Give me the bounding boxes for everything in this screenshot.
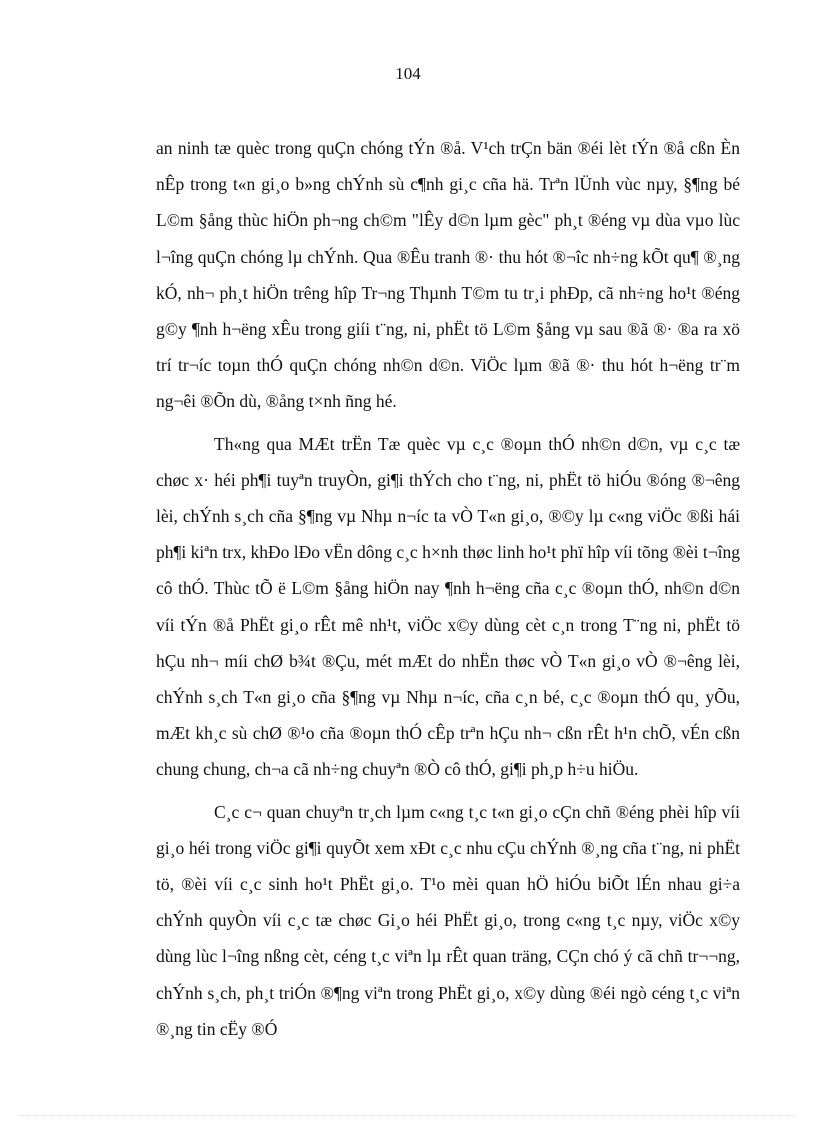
page-bottom-divider (20, 1115, 796, 1116)
paragraph-1: an ninh tæ quèc trong quÇn chóng tÝn ®å. V¹ch trÇn bän ®éi lèt tÝn ®å cßn Èn nÊp trong t«n gi¸o b»ng chÝnh sù c¶nh gi¸c cña hä. Trªn lÜnh vùc nµy, §¶ng bé L©m §ång thùc hiÖn ph¬ng ch©m "lÊy d©n lµm gèc" ph¸t ®éng vµ dùa vµo lùc l¬îng quÇn chóng lµ chÝnh. Qua ®Êu tranh ®· thu hót ®¬îc nh÷ng kÕt qu¶ ®¸ng kÓ, nh¬ ph¸t hiÖn trêng hîp Tr¬ng Thµnh T©m tu tr¸i phÐp, cã nh÷ng ho¹t ®éng g©y ¶nh h¬ëng xÊu trong giíi t¨ng, ni, phËt tö L©m §ång vµ sau ®ã ®· ®a ra xö trí tr¬íc toµn thÓ quÇn chóng nh©n d©n. ViÖc lµm ®ã ®· thu hót h¬ëng tr¨m ng¬êi ®Õn dù, ®ång t×nh ñng hé. (156, 138, 740, 412)
paragraph-3: C¸c c¬ quan chuyªn tr¸ch lµm c«ng t¸c t«n gi¸o cÇn chñ ®éng phèi hîp víi gi¸o héi trong viÖc gi¶i quyÕt xem xÐt c¸c nhu cÇu chÝnh ®¸ng cña t¨ng, ni phËt tö, ®èi víi c¸c sinh ho¹t PhËt gi¸o. T¹o mèi quan hÖ hiÓu biÕt lÉn nhau gi÷a chÝnh quyÒn víi c¸c tæ chøc Gi¸o héi PhËt gi¸o, trong c«ng t¸c nµy, viÖc x©y dùng lùc l¬îng nßng cèt, céng t¸c viªn lµ rÊt quan träng, CÇn chó ý cã chñ tr¬¬ng, chÝnh s¸ch, ph¸t triÓn ®¶ng viªn trong PhËt gi¸o, x©y dùng ®éi ngò céng t¸c viªn ®¸ng tin cËy ®Ó (156, 801, 740, 1039)
document-body (156, 130, 740, 1047)
page-number: 104 (395, 64, 421, 83)
paragraph-2: Th«ng qua MÆt trËn Tæ quèc vµ c¸c ®oµn thÓ nh©n d©n, vµ c¸c tæ chøc x· héi ph¶i tuyªn truyÒn, gi¶i thÝch cho t¨ng, ni, phËt tö hiÓu ®óng ®¬êng lèi, chÝnh s¸ch cña §¶ng vµ Nhµ n¬íc ta vÒ T«n gi¸o, ®©y lµ c«ng viÖc ®ßi hái ph¶i kiªn trx, khÐo lÐo vËn dông c¸c h×nh thøc linh ho¹t phï hîp víi tõng ®èi t¬îng cô thÓ. Thùc tÕ ë L©m §ång hiÖn nay ¶nh h¬ëng cña c¸c ®oµn thÓ, nh©n d©n víi tÝn ®å PhËt gi¸o rÊt mê nh¹t, viÖc x©y dùng cèt c¸n trong T¨ng ni, phËt tö hÇu nh¬ míi chØ b¾t ®Çu, mét mÆt do nhËn thøc vÒ T«n gi¸o vÒ ®¬êng lèi, chÝnh s¸ch T«n gi¸o cña §¶ng vµ Nhµ n¬íc, cña c¸n bé, c¸c ®oµn thÓ qu¸ yÕu, mÆt kh¸c sù chØ ®¹o cña ®oµn thÓ cÊp trªn hÇu nh¬ cßn rÊt h¹n chÕ, vÉn cßn chung chung, ch¬a cã nh÷ng chuyªn ®Ò cô thÓ, gi¶i ph¸p h÷u hiÖu. (156, 433, 740, 780)
